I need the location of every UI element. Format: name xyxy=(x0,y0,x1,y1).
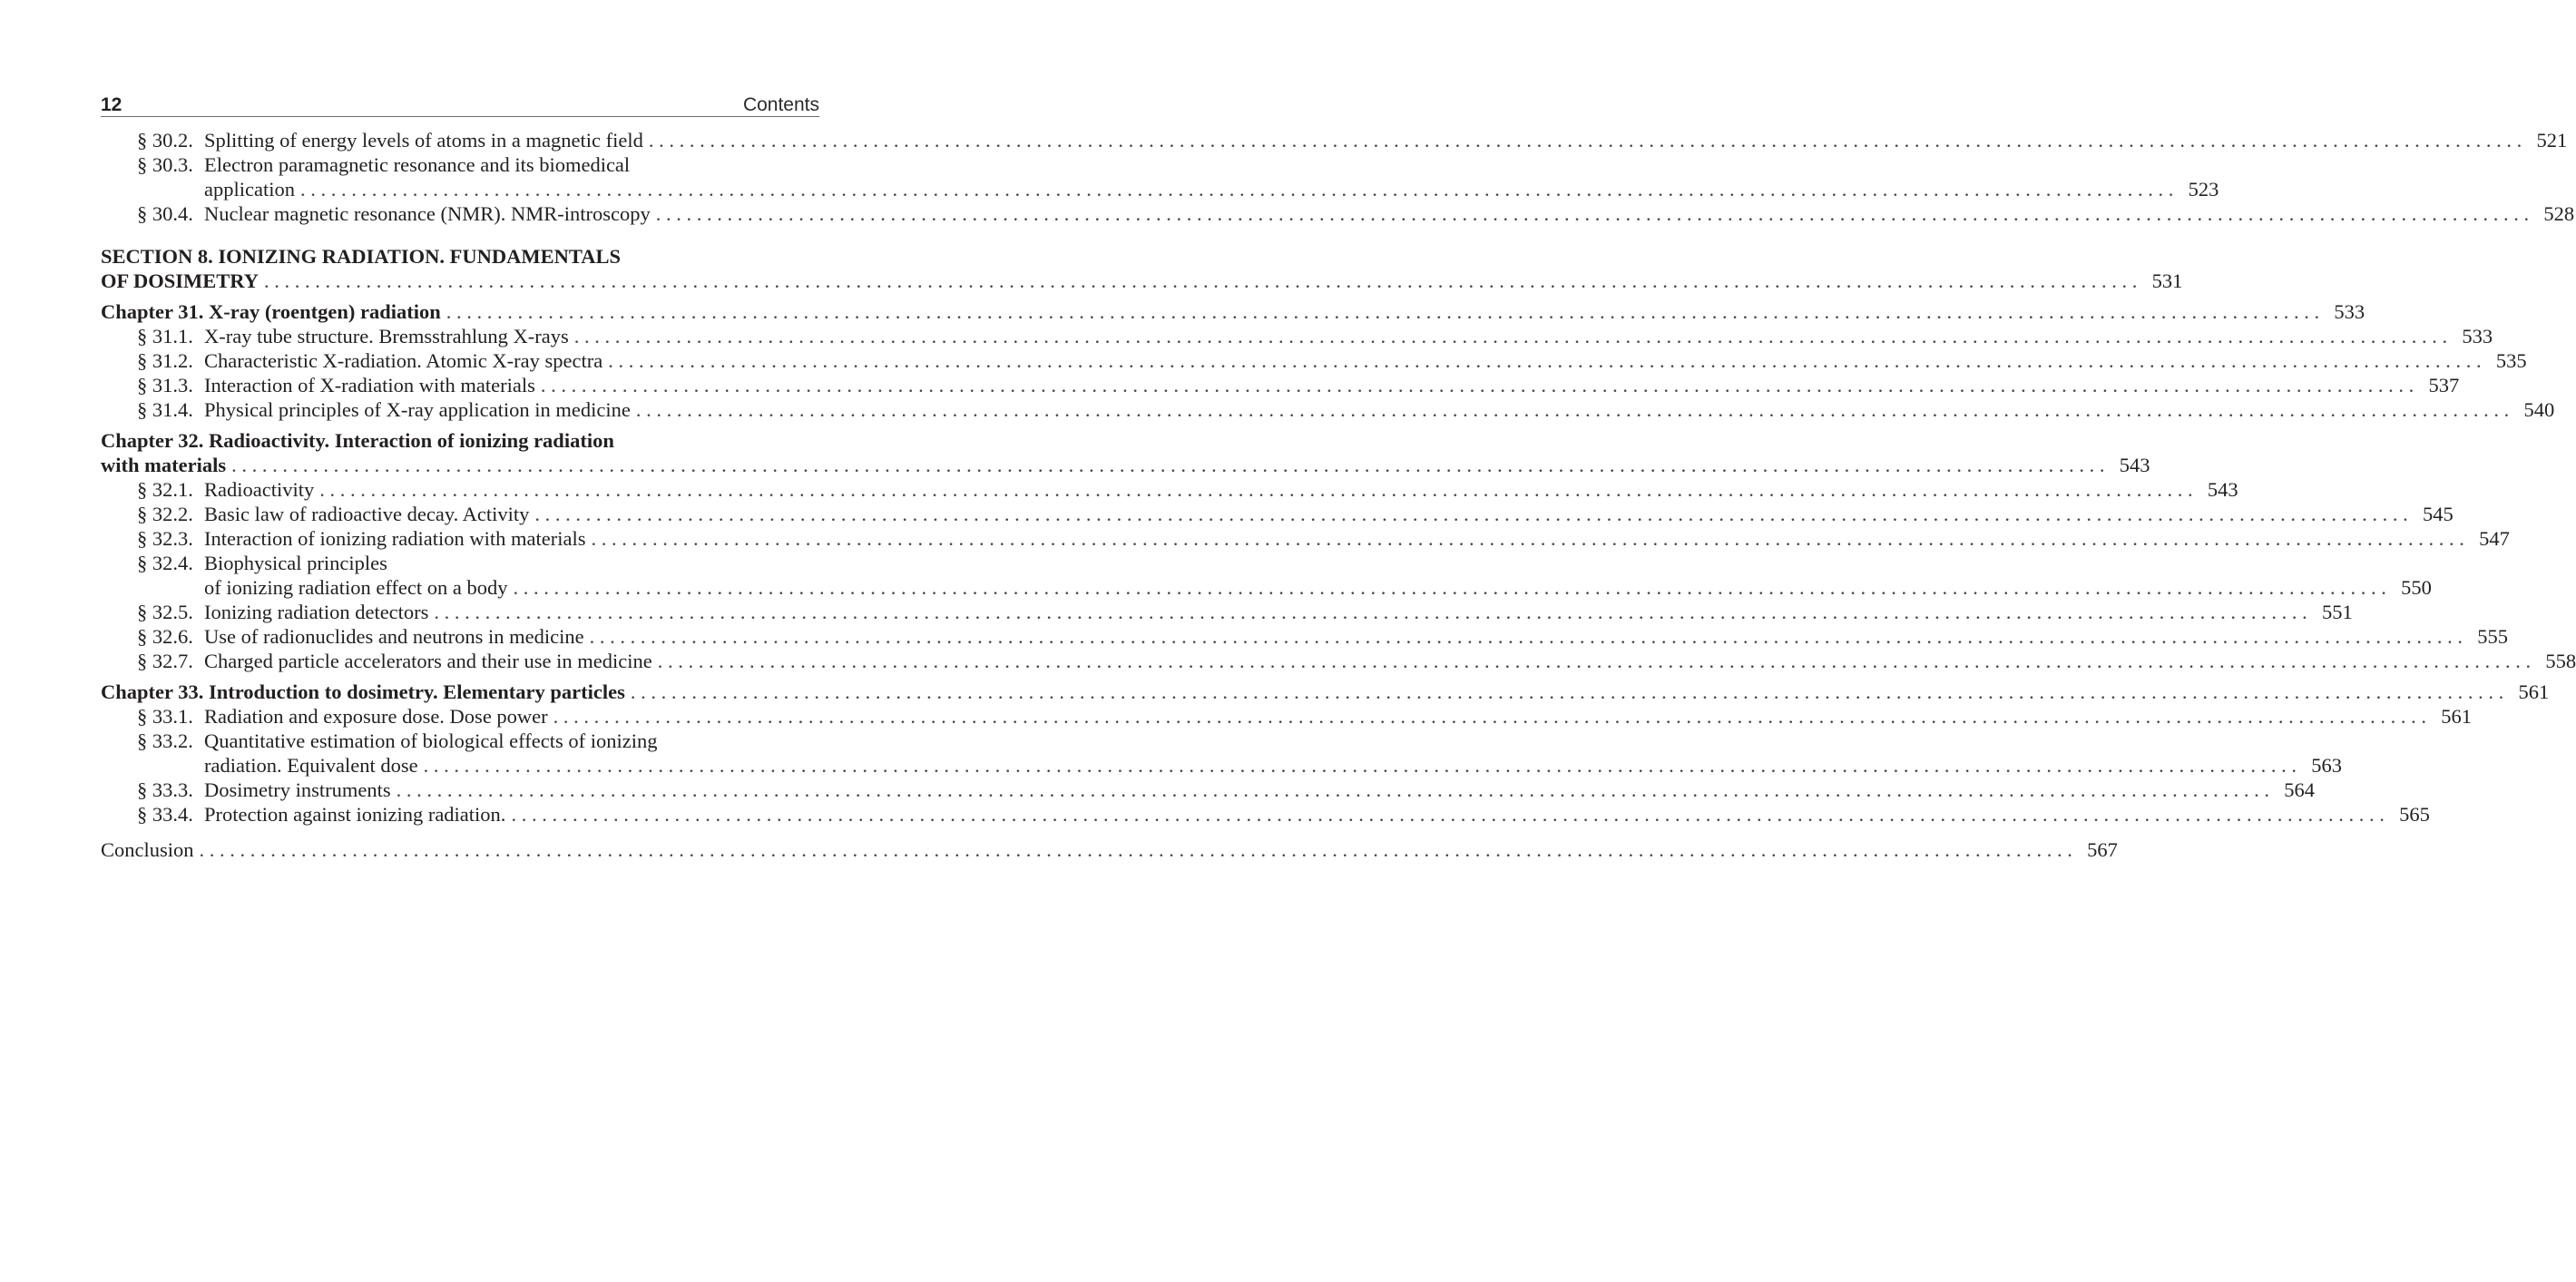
toc-entry-title: application xyxy=(204,178,295,201)
toc-entry-number: § 31.3. xyxy=(137,374,193,396)
chapter-title-line1: Chapter 32. Radioactivity. Interaction of ionizing radiation xyxy=(101,429,614,452)
toc-entry-title-line1: Quantitative estimation of biological effects of ionizing xyxy=(204,729,658,752)
chapter-page: 543 xyxy=(2119,454,2150,476)
leader-dots xyxy=(631,680,2503,704)
leader-dots xyxy=(300,177,2173,201)
toc-entry-title: Use of radionuclides and neutrons in medicine xyxy=(204,625,584,648)
toc-entry-title: Interaction of ionizing radiation with materials xyxy=(204,527,586,550)
leader-dots xyxy=(264,269,2137,293)
section-page: 531 xyxy=(2151,269,2183,292)
running-title: Contents xyxy=(742,94,819,115)
toc-entry-page: 550 xyxy=(2401,576,2432,599)
leader-dots xyxy=(434,600,2307,624)
chapter-title: with materials xyxy=(101,454,227,476)
leader-dots xyxy=(534,502,2407,526)
toc-entry-number: § 30.2. xyxy=(137,129,193,152)
toc-entry-32-2 xyxy=(101,502,2454,526)
toc-entry-31-1 xyxy=(101,324,2493,348)
chapter-heading-33 xyxy=(101,680,2550,704)
toc-entry-number: § 31.1. xyxy=(137,325,193,347)
toc-entry-number: § 33.4. xyxy=(137,803,193,826)
chapter-page: 533 xyxy=(2334,300,2365,323)
toc-entry-number: § 33.1. xyxy=(137,705,193,728)
toc-entry-33-4 xyxy=(101,802,2430,827)
toc-entry-page: 551 xyxy=(2322,601,2353,623)
toc-entry-32-6 xyxy=(101,624,2509,649)
leader-dots xyxy=(656,201,2529,226)
toc-entry-title: Characteristic X-radiation. Atomic X-ray spectra xyxy=(204,349,603,372)
toc-entry-number: § 33.2. xyxy=(137,729,193,752)
toc-entry-33-3 xyxy=(101,778,2315,802)
toc-entry-32-4 xyxy=(101,551,2432,600)
toc-entry-page: 543 xyxy=(2207,478,2238,501)
toc-entry-33-2 xyxy=(101,729,2342,778)
toc-entry-32-3 xyxy=(101,526,2510,551)
chapter-page: 561 xyxy=(2518,680,2550,703)
toc-entry-page: 561 xyxy=(2441,705,2473,728)
toc-entry-30-2 xyxy=(101,128,2568,152)
toc-entry-number: § 31.4. xyxy=(137,398,193,421)
toc-entry-conclusion xyxy=(101,837,2118,862)
table-of-contents xyxy=(101,128,2576,862)
conclusion-page: 567 xyxy=(2087,838,2118,861)
toc-entry-page: 563 xyxy=(2311,754,2342,777)
leader-dots xyxy=(200,837,2072,862)
toc-entry-number: § 32.4. xyxy=(137,552,193,574)
leader-dots xyxy=(553,704,2426,729)
toc-entry-title: Splitting of energy levels of atoms in a magnetic field xyxy=(204,129,643,152)
running-header xyxy=(101,91,819,117)
toc-entry-page: 558 xyxy=(2545,650,2576,672)
toc-entry-30-3 xyxy=(101,152,2219,201)
toc-entry-number: § 32.5. xyxy=(137,601,193,623)
toc-entry-32-7 xyxy=(101,649,2576,673)
leader-dots xyxy=(608,348,2481,373)
toc-entry-title: Physical principles of X-ray application in medicine xyxy=(204,398,631,421)
leader-dots xyxy=(511,802,2384,827)
toc-entry-title: Ionizing radiation detectors xyxy=(204,601,429,623)
leader-dots xyxy=(446,299,2319,324)
toc-entry-number: § 32.2. xyxy=(137,503,193,525)
chapter-heading-31 xyxy=(101,299,2365,324)
toc-entry-number: § 32.7. xyxy=(137,650,193,672)
toc-entry-31-4 xyxy=(101,397,2555,422)
leader-dots xyxy=(319,477,2192,502)
toc-entry-number: § 30.4. xyxy=(137,202,193,225)
page-number: 12 xyxy=(101,94,122,115)
toc-entry-page: 555 xyxy=(2477,625,2509,648)
page xyxy=(101,91,2576,862)
toc-entry-page: 521 xyxy=(2536,129,2568,152)
toc-entry-title: X-ray tube structure. Bremsstrahlung X-rays xyxy=(204,325,569,347)
toc-entry-title: of ionizing radiation effect on a body xyxy=(204,576,508,599)
toc-entry-page: 540 xyxy=(2523,398,2555,421)
toc-entry-number: § 32.6. xyxy=(137,625,193,648)
chapter-title: Chapter 33. Introduction to dosimetry. Elementary particles xyxy=(101,680,625,703)
toc-entry-32-5 xyxy=(101,600,2353,624)
chapter-title: Chapter 31. X-ray (roentgen) radiation xyxy=(101,300,441,323)
toc-entry-title: Radioactivity xyxy=(204,478,315,501)
toc-entry-number: § 31.2. xyxy=(137,349,193,372)
toc-entry-title: Protection against ionizing radiation. xyxy=(204,803,506,826)
toc-entry-title-line1: Electron paramagnetic resonance and its biomedical xyxy=(204,153,631,176)
toc-entry-page: 533 xyxy=(2462,325,2493,347)
toc-entry-33-1 xyxy=(101,704,2473,729)
section-title-line1: SECTION 8. IONIZING RADIATION. FUNDAMENTALS xyxy=(101,245,621,268)
leader-dots xyxy=(636,397,2509,422)
toc-entry-title: Nuclear magnetic resonance (NMR). NMR-introscopy xyxy=(204,202,651,225)
leader-dots xyxy=(424,753,2297,778)
toc-entry-page: 547 xyxy=(2479,527,2510,550)
toc-entry-number: § 33.3. xyxy=(137,778,193,801)
chapter-heading-32 xyxy=(101,428,2150,477)
toc-entry-31-3 xyxy=(101,373,2460,397)
leader-dots xyxy=(541,373,2414,397)
leader-dots xyxy=(649,128,2522,152)
leader-dots xyxy=(574,324,2447,348)
toc-entry-page: 537 xyxy=(2428,374,2460,396)
toc-entry-31-2 xyxy=(101,348,2527,373)
toc-entry-title: Radiation and exposure dose. Dose power xyxy=(204,705,548,728)
toc-entry-page: 545 xyxy=(2423,503,2454,525)
toc-entry-page: 535 xyxy=(2495,349,2527,372)
toc-entry-number: § 32.1. xyxy=(137,478,193,501)
leader-dots xyxy=(513,575,2385,600)
toc-entry-page: 528 xyxy=(2543,202,2575,225)
leader-dots xyxy=(592,526,2464,551)
toc-entry-title: Interaction of X-radiation with materials xyxy=(204,374,535,396)
toc-entry-32-1 xyxy=(101,477,2238,502)
toc-entry-number: § 32.3. xyxy=(137,527,193,550)
leader-dots xyxy=(590,624,2463,649)
section-title: OF DOSIMETRY xyxy=(101,269,260,292)
section-heading xyxy=(101,244,2183,293)
toc-entry-number: § 30.3. xyxy=(137,153,193,176)
leader-dots xyxy=(397,778,2269,802)
toc-entry-title: radiation. Equivalent dose xyxy=(204,754,418,777)
toc-entry-title: Charged particle accelerators and their use in medicine xyxy=(204,650,652,672)
toc-entry-title: Basic law of radioactive decay. Activity xyxy=(204,503,530,525)
toc-entry-page: 565 xyxy=(2399,803,2430,826)
leader-dots xyxy=(658,649,2531,673)
toc-entry-title: Dosimetry instruments xyxy=(204,778,391,801)
conclusion-title: Conclusion xyxy=(101,838,194,861)
toc-entry-page: 564 xyxy=(2284,778,2315,801)
toc-entry-title-line1: Biophysical principles xyxy=(204,552,387,574)
toc-entry-30-4 xyxy=(101,201,2575,226)
toc-entry-page: 523 xyxy=(2188,178,2219,201)
leader-dots xyxy=(231,453,2104,477)
